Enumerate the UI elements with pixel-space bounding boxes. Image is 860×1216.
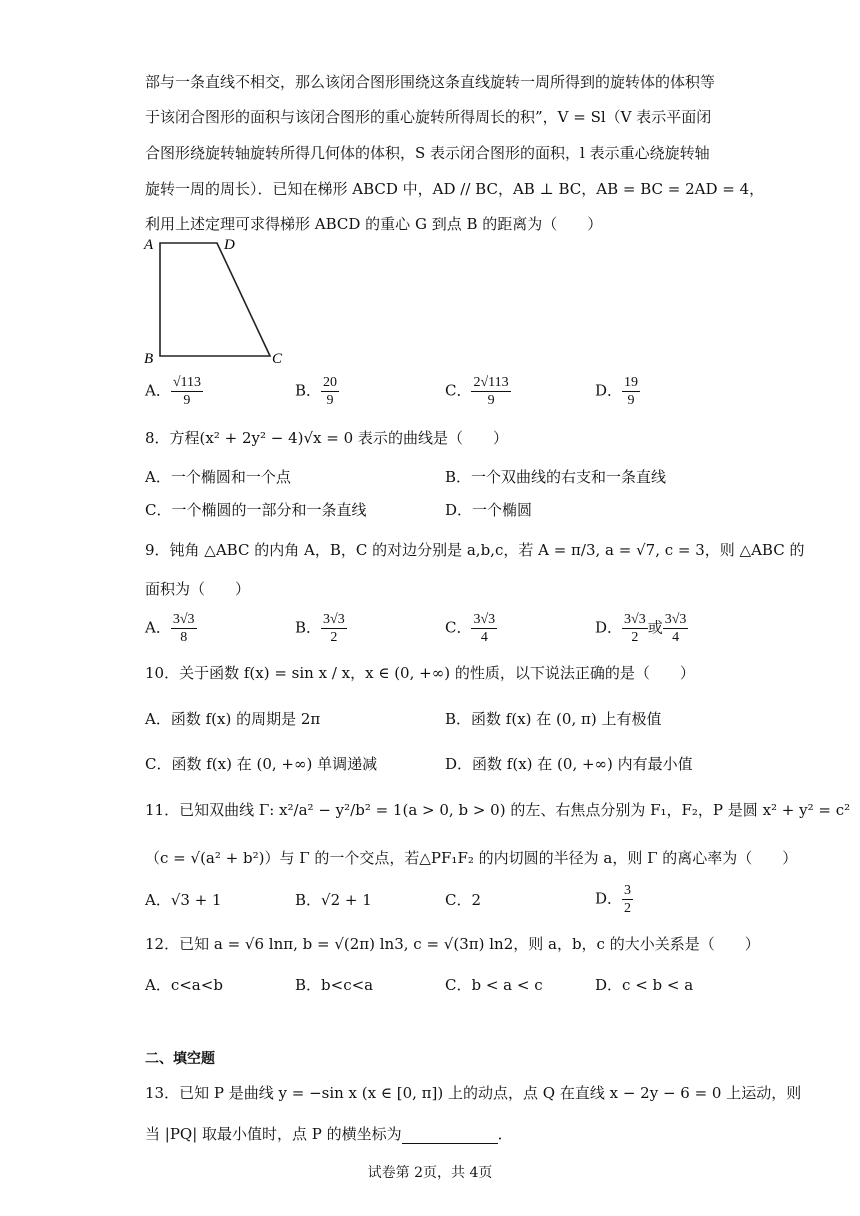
q8-stem: 8．方程(x² + 2y² − 4)√x = 0 表示的曲线是（ ） — [145, 429, 508, 447]
q8-option-c: C．一个椭圆的一部分和一条直线 — [145, 501, 367, 519]
intro-line-2: 于该闭合图形的面积与该闭合图形的重心旋转所得周长的积”，V = Sl（V 表示平面闭 — [145, 108, 712, 126]
q10-option-c: C．函数 f(x) 在 (0, +∞) 单调递减 — [145, 755, 378, 773]
q7-option-b: B． $\frac{20}{9}$ — [295, 375, 338, 408]
vertex-c-label: C — [272, 351, 283, 367]
section-heading-fill-blank: 二、填空题 — [145, 1051, 215, 1067]
vertex-b-label: B — [144, 351, 154, 367]
q12-option-c: C．b < a < c — [445, 976, 543, 994]
q8-option-a: A．一个椭圆和一个点 — [145, 468, 291, 486]
q11-option-a: A．√3 + 1 — [145, 891, 222, 909]
q7-option-d: D． $\frac{19}{9}$ — [595, 375, 639, 408]
q10-option-d: D．函数 f(x) 在 (0, +∞) 内有最小值 — [445, 755, 693, 773]
q7-option-c: C． $\frac{2√113}{9}$ — [445, 375, 509, 408]
q12-stem: 12．已知 a = √6 lnπ, b = √(2π) ln3, c = √(3π) ln2，则 a，b，c 的大小关系是（ ） — [145, 935, 760, 953]
q9-option-a: A． $\frac{3√3}{8}$ — [145, 612, 195, 645]
intro-line-1: 部与一条直线不相交，那么该闭合图形围绕这条直线旋转一周所得到的旋转体的体积等 — [145, 73, 716, 91]
q13-stem-2-end: ． — [497, 1125, 513, 1143]
q9-option-c: C． $\frac{3√3}{4}$ — [445, 612, 496, 645]
q12-option-d: D．c < b < a — [595, 976, 694, 994]
intro-line-3: 合图形绕旋转轴旋转所得几何体的体积，S 表示闭合图形的面积，l 表示重心绕旋转轴 — [145, 144, 710, 162]
q9-option-b: B． $\frac{3√3}{2}$ — [295, 612, 345, 645]
q8-option-d: D．一个椭圆 — [445, 501, 533, 519]
q11-option-c: C．2 — [445, 891, 482, 909]
q7-option-a: A． $\frac{√113}{9}$ — [145, 375, 202, 408]
q13-answer-blank[interactable] — [402, 1127, 498, 1144]
q12-option-a: A．c<a<b — [145, 976, 223, 994]
q10-option-a: A．函数 f(x) 的周期是 2π — [145, 710, 321, 728]
q8-option-b: B．一个双曲线的右支和一条直线 — [445, 468, 667, 486]
q11-stem: 11．已知双曲线 Γ: x²/a² − y²/b² = 1(a > 0, b > 0) 的左、右焦点分别为 F₁，F₂，P 是圆 x² + y² = c² — [145, 801, 851, 819]
intro-line-4: 旋转一周的周长）．已知在梯形 ABCD 中，AD // BC，AB ⊥ BC，AB = BC = 2AD = 4， — [145, 180, 765, 198]
trapezoid-figure — [140, 232, 300, 372]
vertex-a-label: A — [144, 237, 154, 253]
q9-option-d: D． $\frac{3√3}{2}$ 或 $\frac{3√3}{4}$ — [595, 612, 687, 645]
q10-option-b: B．函数 f(x) 在 (0, π) 上有极值 — [445, 710, 662, 728]
q11-stem-2: （c = √(a² + b²)）与 Γ 的一个交点，若△PF₁F₂ 的内切圆的半径为 a，则 Γ 的离心率为（ ） — [145, 849, 798, 867]
q12-option-b: B．b<c<a — [295, 976, 374, 994]
trapezoid-shape — [160, 243, 270, 356]
vertex-d-label: D — [224, 237, 235, 253]
q10-stem: 10．关于函数 f(x) = sin x / x，x ∈ (0, +∞) 的性质，以下说法正确的是（ ） — [145, 664, 695, 682]
q13-stem: 13．已知 P 是曲线 y = −sin x (x ∈ [0, π]) 上的动点，点 Q 在直线 x − 2y − 6 = 0 上运动，则 — [145, 1084, 802, 1102]
q11-option-d: D． $\frac{3}{2}$ — [595, 883, 632, 916]
q9-stem: 9．钝角 △ABC 的内角 A，B，C 的对边分别是 a,b,c，若 A = π/3, a = √7, c = 3，则 △ABC 的 — [145, 541, 805, 559]
q13-stem-2 — [145, 1124, 513, 1144]
q9-stem-2: 面积为（ ） — [145, 580, 251, 598]
q13-stem-2-text: 当 |PQ| 取最小值时，点 P 的横坐标为 — [145, 1125, 402, 1143]
page-footer: 试卷第 2页，共 4页 — [367, 1165, 493, 1181]
intro-line-5: 利用上述定理可求得梯形 ABCD 的重心 G 到点 B 的距离为（ ） — [145, 215, 603, 233]
q11-option-b: B．√2 + 1 — [295, 891, 372, 909]
